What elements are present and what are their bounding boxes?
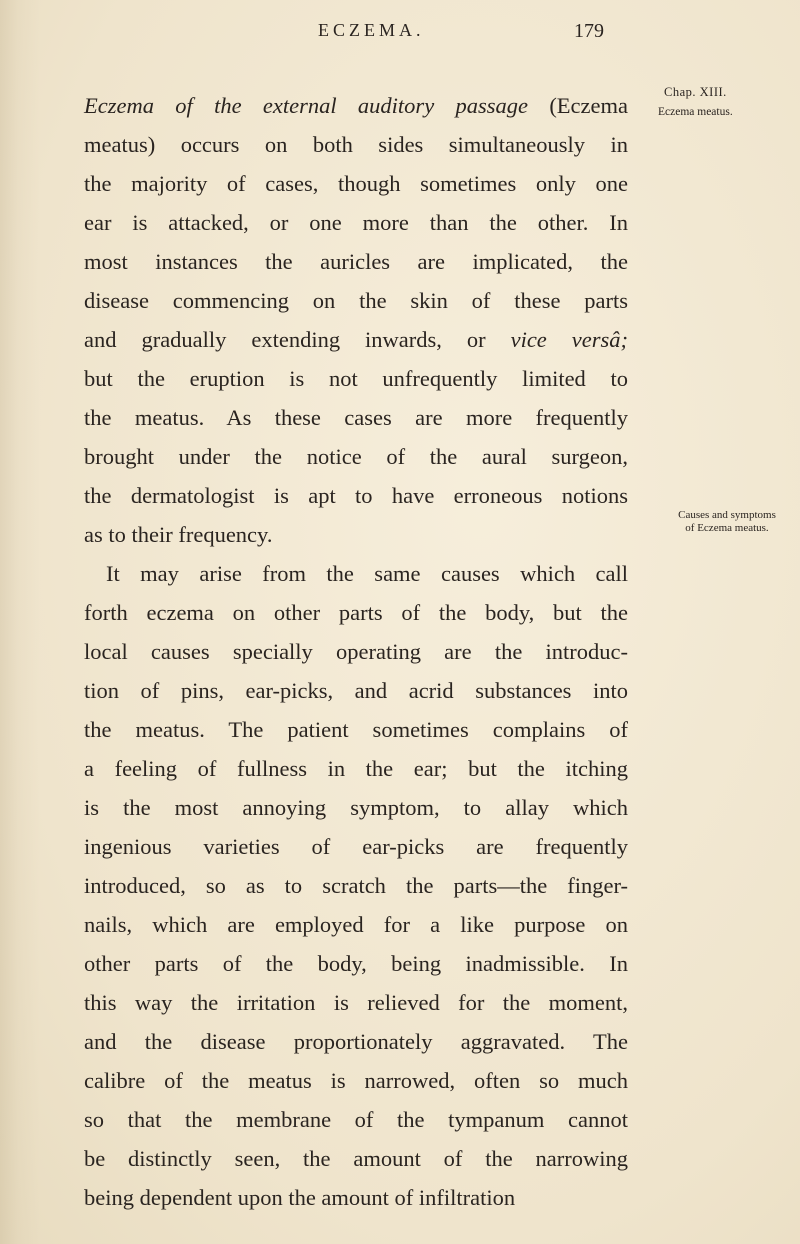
text-line: the meatus. As these cases are more frequently — [84, 405, 628, 430]
text-line: meatus) occurs on both sides simultaneously in — [84, 132, 628, 157]
text-line: Eczema of the external auditory passage (Eczema — [84, 93, 628, 118]
body-text — [84, 86, 628, 1217]
text-line: a feeling of fullness in the ear; but the itching — [84, 756, 628, 781]
running-head — [300, 20, 660, 50]
section-title: Eczema of the external auditory passage — [84, 93, 528, 118]
text-line: ingenious varieties of ear-picks are frequently — [84, 834, 628, 859]
text-line: so that the membrane of the tympanum cannot — [84, 1107, 628, 1132]
italic-phrase: vice versâ; — [510, 327, 628, 352]
text-line: local causes specially operating are the introduc- — [84, 639, 628, 664]
text-line: disease commencing on the skin of these parts — [84, 288, 628, 313]
text-line: nails, which are employed for a like purpose on — [84, 912, 628, 937]
text-line: is the most annoying symptom, to allay which — [84, 795, 628, 820]
margin-notes — [654, 0, 800, 1244]
text-line: and the disease proportionately aggravated. The — [84, 1029, 628, 1054]
text-line: other parts of the body, being inadmissible. In — [84, 951, 628, 976]
margin-note-eczema-meatus: Eczema meatus. — [658, 106, 733, 118]
text-line: introduced, so as to scratch the parts—the finger- — [84, 873, 628, 898]
text-line: tion of pins, ear-picks, and acrid substances into — [84, 678, 628, 703]
text-line: It may arise from the same causes which call — [106, 561, 628, 586]
text-line: forth eczema on other parts of the body, but the — [84, 600, 628, 625]
text-line: brought under the notice of the aural surgeon, — [84, 444, 628, 469]
running-title: ECZEMA. — [318, 20, 425, 40]
text-line: be distinctly seen, the amount of the narrowing — [84, 1146, 628, 1171]
margin-note-causes: Causes and symptoms of Eczema meatus. — [678, 509, 776, 534]
text-line: but the eruption is not unfrequently limited to — [84, 366, 628, 391]
text-line: the majority of cases, though sometimes only one — [84, 171, 628, 196]
text-line: being dependent upon the amount of infiltration — [84, 1185, 516, 1210]
text-line: this way the irritation is relieved for the moment, — [84, 990, 628, 1015]
page-number: 179 — [574, 20, 604, 42]
text-line: calibre of the meatus is narrowed, often so much — [84, 1068, 628, 1093]
chapter-marker: Chap. XIII. — [664, 85, 727, 99]
text-line: as to their frequency. — [84, 522, 273, 547]
text-line: ear is attacked, or one more than the other. In — [84, 210, 628, 235]
text-line: and gradually extending inwards, or vice versâ; — [84, 327, 628, 352]
text-line: most instances the auricles are implicated, the — [84, 249, 628, 274]
text-line: the dermatologist is apt to have erroneous notions — [84, 483, 628, 508]
text-line: the meatus. The patient sometimes complains of — [84, 717, 628, 742]
